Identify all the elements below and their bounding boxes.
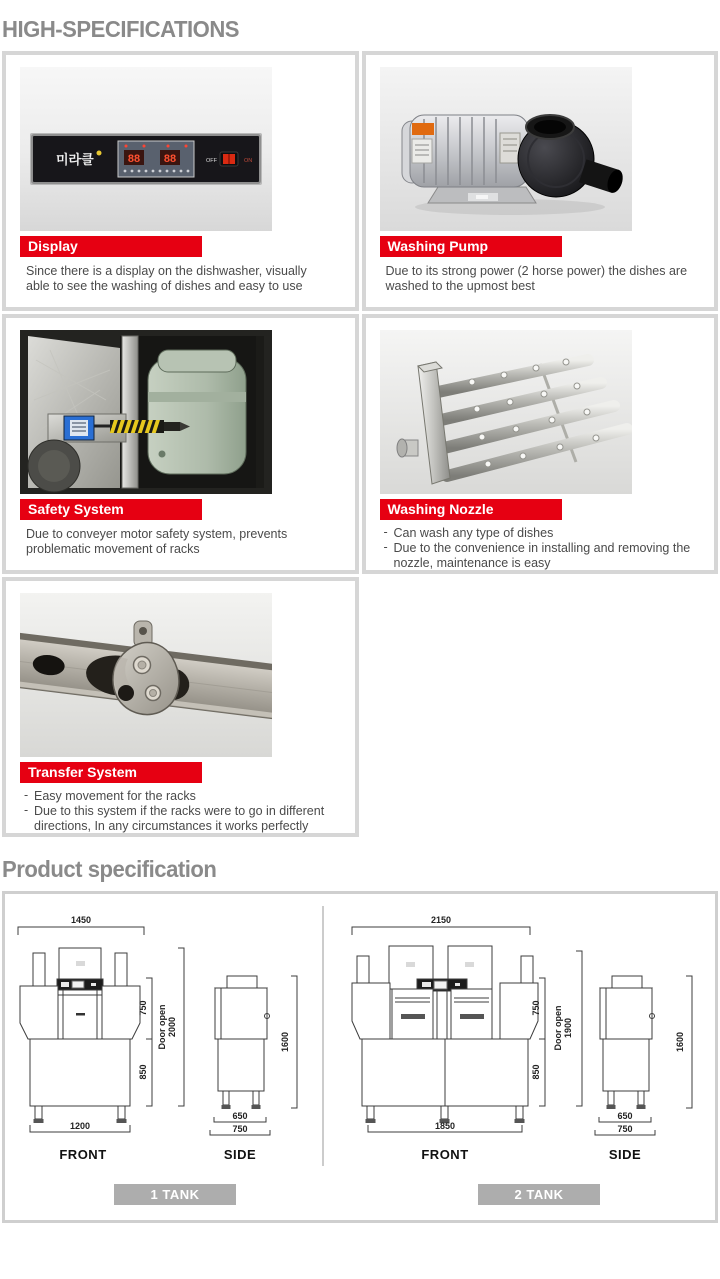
card-transfer-system xyxy=(2,577,359,837)
panel-logo: 미라클 xyxy=(56,152,94,167)
dim-750-2: 750 xyxy=(531,1000,541,1016)
tank2-front-drawing xyxy=(352,915,538,1162)
dim-1450: 1450 xyxy=(70,915,92,925)
card-title-safety-system: Safety System xyxy=(20,499,202,520)
dim-1600: 1600 xyxy=(280,1031,290,1053)
tank1-front-drawing xyxy=(18,915,144,1162)
tank1-side-label: SIDE xyxy=(223,1147,257,1162)
bullet-item: - Due to the convenience in installing and removing the nozzle, maintenance is easy xyxy=(384,541,704,571)
tank2-side-drawing xyxy=(595,976,692,1162)
dim-1600-2: 1600 xyxy=(675,1031,685,1053)
card-title-washing-pump: Washing Pump xyxy=(380,236,562,257)
card-display xyxy=(2,51,359,311)
card-desc-display: Since there is a display on the dishwasher, visually able to see the washing of dishes and easy to use xyxy=(26,264,307,293)
empty-grid-cell xyxy=(362,577,719,837)
dim-850-2: 850 xyxy=(531,1064,541,1080)
display-panel-illustration xyxy=(20,67,272,231)
tank2-side-label: SIDE xyxy=(608,1147,642,1162)
dim-1200: 1200 xyxy=(69,1121,91,1131)
tank2-height-dimensions xyxy=(531,951,582,1106)
dim-750: 750 xyxy=(138,1000,148,1016)
dim-650-2: 650 xyxy=(617,1111,633,1121)
card-bullets-transfer-system xyxy=(24,789,344,834)
dim-850: 850 xyxy=(138,1064,148,1080)
safety-system-photo xyxy=(20,330,272,494)
tank1-front-label: FRONT xyxy=(59,1147,107,1162)
bullet-item: - Due to this system if the racks were to go in different directions, In any circumstances it works perfectly xyxy=(24,804,344,834)
card-washing-nozzle xyxy=(362,314,719,574)
product-specification-title: Product specification xyxy=(2,856,217,882)
bullet-item: - Easy movement for the racks xyxy=(24,789,344,804)
high-specifications-title: HIGH-SPECIFICATIONS xyxy=(2,16,240,42)
card-desc-washing-pump: Due to its strong power (2 horse power) the dishes are washed to the upmost best xyxy=(385,264,688,293)
card-washing-pump xyxy=(362,51,719,311)
door-open-label-2: Door open xyxy=(553,1005,563,1051)
dim-1900: 1900 xyxy=(563,1017,573,1039)
dim-750-side-2: 750 xyxy=(617,1124,633,1134)
card-title-washing-nozzle: Washing Nozzle xyxy=(380,499,562,520)
product-spec-diagram-panel xyxy=(2,891,718,1223)
panel-off-label: OFF xyxy=(206,158,217,164)
dim-750-side: 750 xyxy=(232,1124,248,1134)
svg-text:88: 88 xyxy=(163,153,177,165)
card-title-transfer-system: Transfer System xyxy=(20,762,202,783)
tank2-front-label: FRONT xyxy=(421,1147,469,1162)
card-bullets-washing-nozzle xyxy=(384,526,704,571)
tank1-height-dimensions xyxy=(138,948,184,1106)
dim-2000: 2000 xyxy=(167,1016,177,1038)
transfer-system-photo xyxy=(20,593,272,757)
feature-cards-grid xyxy=(2,51,718,837)
dim-1850: 1850 xyxy=(434,1121,456,1131)
card-safety-system xyxy=(2,314,359,574)
tank2-button[interactable]: 2 TANK xyxy=(478,1184,600,1205)
washing-pump-illustration xyxy=(380,67,632,231)
tank1-side-drawing xyxy=(210,976,297,1162)
display-panel-photo xyxy=(20,67,272,231)
panel-on-label: ON xyxy=(244,158,253,164)
safety-system-illustration xyxy=(20,330,272,494)
washing-nozzle-photo xyxy=(380,330,632,494)
washing-pump-photo xyxy=(380,67,632,231)
dimension-drawing xyxy=(5,894,715,1182)
dim-2150: 2150 xyxy=(430,915,452,925)
door-open-label: Door open xyxy=(157,1004,167,1050)
washing-nozzle-illustration xyxy=(380,330,632,494)
tank1-button[interactable]: 1 TANK xyxy=(114,1184,236,1205)
svg-text:88: 88 xyxy=(127,153,141,165)
card-desc-safety-system: Due to conveyer motor safety system, prevents problematic movement of racks xyxy=(26,527,288,556)
dim-650: 650 xyxy=(232,1111,248,1121)
transfer-system-illustration xyxy=(20,593,272,757)
bullet-item: - Can wash any type of dishes xyxy=(384,526,704,541)
card-title-display: Display xyxy=(20,236,202,257)
